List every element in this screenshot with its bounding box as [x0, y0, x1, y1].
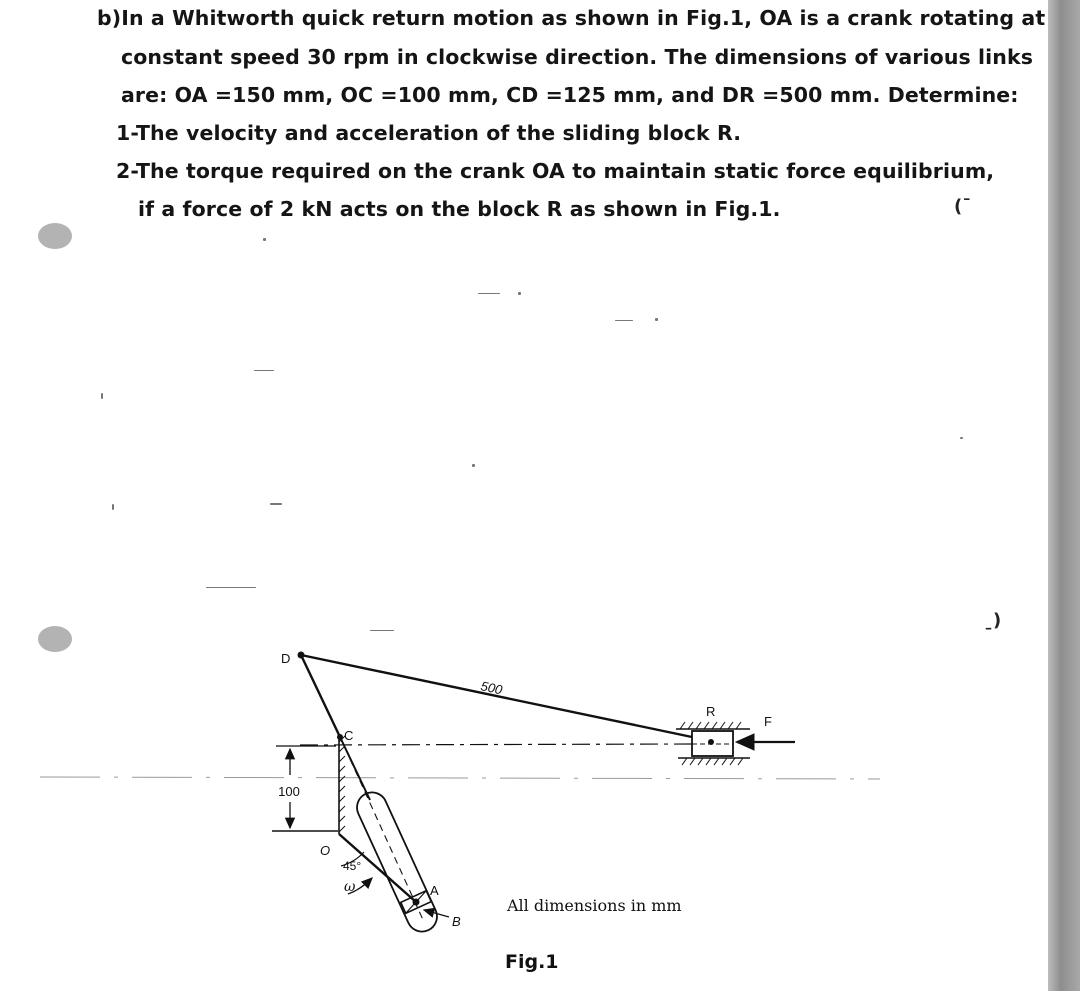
- figure-caption: Fig.1: [505, 951, 559, 973]
- link-dr: [301, 655, 711, 741]
- label-a: A: [430, 883, 439, 898]
- label-f: F: [764, 714, 772, 729]
- label-r: R: [706, 704, 716, 719]
- fixed-frame-hatch: [339, 736, 345, 834]
- label-c: C: [344, 728, 354, 743]
- problem-line-3: are: OA =150 mm, OC =100 mm, CD =125 mm, and DR =500 mm. Determine:: [121, 83, 1019, 107]
- pivot-r: [708, 739, 714, 745]
- omega-label: ω: [344, 879, 356, 895]
- problem-line-5: 2-The torque required on the crank OA to maintain static force equilibrium,: [116, 159, 995, 183]
- link-dc: [301, 655, 340, 737]
- problem-line-6: if a force of 2 kN acts on the block R as shown in Fig.1.: [138, 197, 781, 221]
- margin-mark-right: ˍ): [984, 610, 1002, 631]
- label-b: B: [452, 914, 461, 929]
- problem-line-2: constant speed 30 rpm in clockwise direction. The dimensions of various links: [121, 45, 1034, 69]
- link-cb-solid: [340, 737, 370, 800]
- dim-100-label: 100: [278, 784, 300, 799]
- scan-guideline: [40, 777, 880, 779]
- margin-mark-top: (ˉ: [954, 196, 972, 217]
- label-o: O: [320, 843, 331, 858]
- dr-length-label: 500: [479, 678, 504, 698]
- stroke-centerline: [300, 744, 692, 745]
- dimensions-note: All dimensions in mm: [507, 896, 682, 915]
- label-d: D: [281, 651, 291, 666]
- problem-line-4: 1-The velocity and acceleration of the sliding block R.: [116, 121, 742, 145]
- problem-line-1: b)In a Whitworth quick return motion as shown in Fig.1, OA is a crank rotating at: [97, 6, 1046, 30]
- angle-45-label: 45°: [343, 859, 362, 873]
- pivot-c: [337, 734, 343, 740]
